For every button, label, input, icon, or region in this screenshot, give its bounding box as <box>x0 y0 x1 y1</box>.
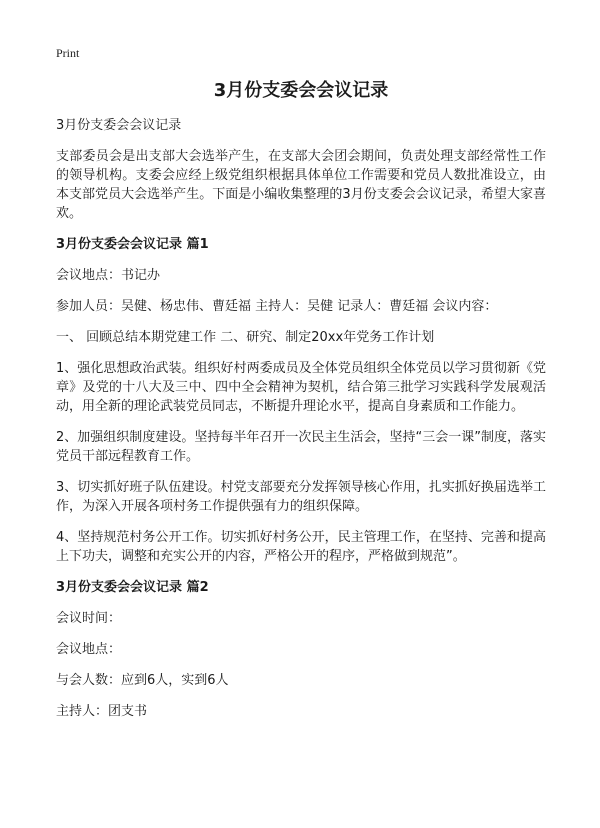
section-heading-2: 3月份支委会会议记录 篇2 <box>56 580 209 595</box>
page-title: 3月份支委会会议记录 <box>213 80 389 101</box>
document-body <box>56 78 546 733</box>
paragraph: 会议地点：书记办 <box>56 268 161 283</box>
document-subtitle: 3月份支委会会议记录 <box>56 118 182 133</box>
paragraph: 1、强化思想政治武装。组织好村两委成员及全体党员组织全体党员以学习贯彻新《党章》及党的十八大及三中、四中全会精神为契机，结合第三批学习实践科学发展观活动，用全新的理论武装党员同志，不断提升理论水平，提高自身素质和工作能力。 <box>56 361 546 414</box>
paragraph: 会议时间： <box>56 611 122 626</box>
paragraph: 会议地点： <box>56 642 122 657</box>
section-heading-1: 3月份支委会会议记录 篇1 <box>56 237 209 252</box>
paragraph: 4、坚持规范村务公开工作。切实抓好村务公开，民主管理工作，在坚持、完善和提高上下功夫，调整和充实公开的内容，严格公开的程序，严格做到规范”。 <box>56 530 546 564</box>
intro-paragraph: 支部委员会是出支部大会选举产生，在支部大会团会期间，负责处理支部经常性工作的领导机构。支委会应经上级党组织根据具体单位工作需要和党员人数批准设立，由本支部党员大会选举产生。下面是小编收集整理的3月份支委会会议记录，希望大家喜欢。 <box>56 149 546 221</box>
paragraph: 参加人员：吴健、杨忠伟、曹廷福 主持人：吴健 记录人：曹廷福 会议内容： <box>56 299 498 314</box>
print-link[interactable]: Print <box>56 46 80 60</box>
paragraph: 2、加强组织制度建设。坚持每半年召开一次民主生活会，坚持“三会一课”制度，落实党员干部远程教育工作。 <box>56 430 546 464</box>
paragraph: 主持人：团支书 <box>56 704 148 719</box>
paragraph: 3、切实抓好班子队伍建设。村党支部要充分发挥领导核心作用，扎实抓好换届选举工作，为深入开展各项村务工作提供强有力的组织保障。 <box>56 480 546 514</box>
paragraph: 一、 回顾总结本期党建工作 二、研究、制定20xx年党务工作计划 <box>56 330 435 345</box>
paragraph: 与会人数：应到6人，实到6人 <box>56 673 229 688</box>
